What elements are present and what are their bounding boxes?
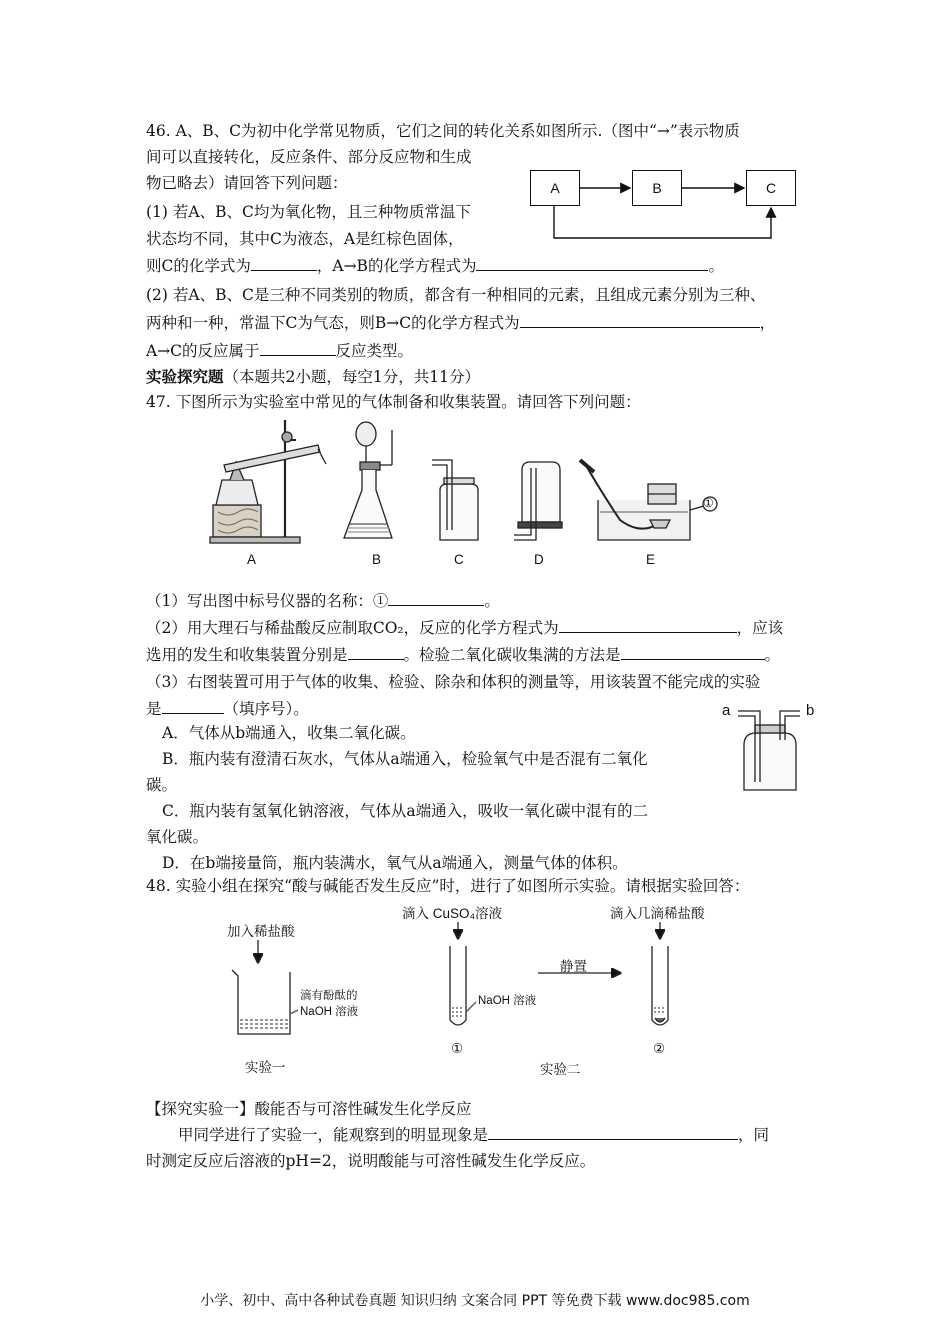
q48-para1a: 甲同学进行了实验一，能观察到的明显现象是 xyxy=(178,1126,489,1144)
q47-option-c-line2: 氧化碳。 xyxy=(146,828,209,846)
q47-option-b-line2: 碳。 xyxy=(146,776,178,794)
q47-part2d: 。检验二氧化碳收集满的方法是 xyxy=(403,646,621,664)
q48-para2: 时测定反应后溶液的pH=2，说明酸能与可溶性碱发生化学反应。 xyxy=(146,1152,596,1170)
box-a: A xyxy=(530,170,580,206)
apparatus-label-e: E xyxy=(646,552,656,567)
label-stand: 静置 xyxy=(560,959,587,974)
q47-part3b: 是 xyxy=(146,700,162,718)
section-title: 实验探究题 xyxy=(146,368,224,386)
box-b: B xyxy=(632,170,682,206)
label-experiment-one: 实验一 xyxy=(245,1060,286,1075)
q48-explore1-title: 酸能否与可溶性碱发生化学反应 xyxy=(254,1100,472,1118)
label-beaker-2: NaOH 溶液 xyxy=(300,1006,359,1018)
apparatus-label-b: B xyxy=(372,552,382,567)
q46-line4: (1) 若A、B、C均为氧化物，且三种物质常温下 xyxy=(146,203,471,221)
label-add-hcl: 加入稀盐酸 xyxy=(227,924,295,939)
section-note: （本题共2小题，每空1分，共11分） xyxy=(223,368,480,386)
q46-line9b: 反应类型。 xyxy=(335,342,414,360)
q46-line9a: A→C的反应属于 xyxy=(146,342,260,360)
q46-line6c: 。 xyxy=(708,257,724,275)
label-drop-cuso4: 滴入 CuSO₄溶液 xyxy=(402,906,503,921)
q46-line5: 状态均不同，其中C为液态，A是红棕色固体， xyxy=(146,230,464,248)
label-naoh-solution: NaOH 溶液 xyxy=(478,995,537,1007)
q48-para1 xyxy=(178,1124,769,1146)
apparatus-label-c: C xyxy=(454,552,464,567)
q47-part3-line1: （3）右图装置可用于气体的收集、检验、除杂和体积的测量等，用该装置不能完成的实验 xyxy=(146,673,761,691)
q46-line6a: 则C的化学式为 xyxy=(146,257,251,275)
bottle-port-a: a xyxy=(722,702,731,719)
circle-label-1: ① xyxy=(703,496,714,510)
q46-line1: 46. A、B、C为初中化学常见物质，它们之间的转化关系如图所示.（图中“→”表示物质 xyxy=(146,122,740,140)
q48-para1b: ，同 xyxy=(738,1126,770,1144)
q46-line8b: ， xyxy=(759,314,776,332)
q48-explore1-heading xyxy=(146,1098,472,1120)
q47-part3c: （填序号）。 xyxy=(223,700,309,718)
q47-line1: 47. 下图所示为实验室中常见的气体制备和收集装置。请回答下列问题： xyxy=(146,393,641,411)
q48-line1: 48. 实验小组在探究“酸与碱能否发生反应”时，进行了如图所示实验。请根据实验回答： xyxy=(146,877,750,895)
q46-line8a: 两种和一种，常温下C为气态，则B→C的化学方程式为 xyxy=(146,314,520,332)
label-drop-hcl: 滴入几滴稀盐酸 xyxy=(610,906,705,921)
label-tube-1: ① xyxy=(451,1041,464,1056)
q47-part2a: （2）用大理石与稀盐酸反应制取CO₂，反应的化学方程式为 xyxy=(146,619,559,637)
q47-part2c: 选用的发生和收集装置分别是 xyxy=(146,646,348,664)
box-c: C xyxy=(746,170,796,206)
q47-part2b: ，应该 xyxy=(736,619,784,637)
q47-option-a: A．气体从b端通入，收集二氧化碳。 xyxy=(162,724,416,742)
q46-line2: 间可以直接转化，反应条件、部分反应物和生成 xyxy=(146,148,472,166)
q46-line6b: ，A→B的化学方程式为 xyxy=(316,257,477,275)
page-footer: 小学、初中、高中各种试卷真题 知识归纳 文案合同 PPT 等免费下载 www.doc985.com xyxy=(200,1293,750,1309)
q48-explore1-bracket: 【探究实验一】 xyxy=(146,1100,255,1118)
q47-part1a: （1）写出图中标号仪器的名称：① xyxy=(146,592,389,610)
q47-part1b: 。 xyxy=(484,592,500,610)
label-beaker-1: 滴有酚酞的 xyxy=(300,990,358,1002)
q47-option-c-line1: C．瓶内装有氢氧化钠溶液，气体从a端通入，吸收一氧化碳中混有的二 xyxy=(162,802,649,820)
apparatus-label-d: D xyxy=(534,552,544,567)
bottle-port-b: b xyxy=(806,702,815,719)
answer-blank-phenomenon[interactable] xyxy=(488,1124,738,1140)
q47-option-d: D．在b端接量筒，瓶内装满水，氧气从a端通入，测量气体的体积。 xyxy=(162,854,628,872)
q47-option-b-line1: B．瓶内装有澄清石灰水，气体从a端通入，检验氧气中是否混有二氧化 xyxy=(162,750,648,768)
label-tube-2: ② xyxy=(653,1041,666,1056)
label-experiment-two: 实验二 xyxy=(540,1062,581,1077)
q46-line7: (2) 若A、B、C是三种不同类别的物质，都含有一种相同的元素，且组成元素分别为三种、 xyxy=(146,286,766,304)
apparatus-label-a: A xyxy=(247,552,257,567)
q47-part2e: 。 xyxy=(764,646,781,664)
q46-line3: 物已略去）请回答下列问题： xyxy=(146,174,348,192)
